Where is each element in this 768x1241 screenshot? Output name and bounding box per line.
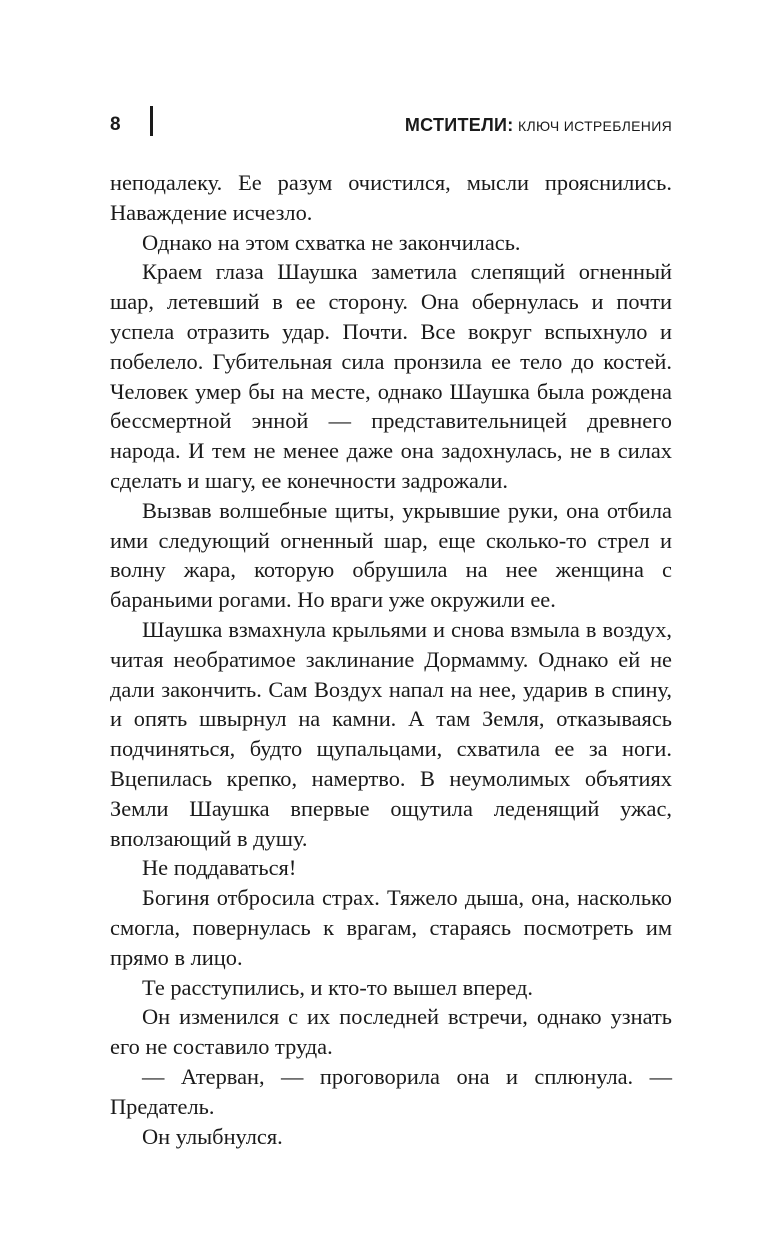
running-header <box>110 106 672 142</box>
paragraph: Он улыбнулся. <box>142 1123 283 1149</box>
page-number: 8 <box>110 114 122 135</box>
paragraph: Богиня отбросила страх. Тяжело дыша, она, насколько смогла, повернулась к врагам, стараясь посмотреть им прямо в лицо. <box>110 885 672 970</box>
paragraph: Не поддаваться! <box>142 855 297 881</box>
title-separator: : <box>507 115 514 135</box>
paragraph-continuation: неподалеку. Ее разум очистился, мысли прояснились. Наваждение исчезло. <box>110 170 672 225</box>
book-subtitle: КЛЮЧ ИСТРЕБЛЕНИЯ <box>518 118 672 134</box>
series-title: МСТИТЕЛИ <box>404 115 508 135</box>
paragraph: Вызвав волшебные щиты, укрывшие руки, она отбила ими следующий огненный шар, еще сколько-то стрел и волну жара, которую обрушила на нее женщина с бараньими рогами. Но враги уже окружили ее. <box>110 497 672 613</box>
paragraph: Он изменился с их последней встречи, однако узнать его не составило труда. <box>110 1004 672 1060</box>
paragraph: Шаушка взмахнула крыльями и снова взмыла в воздух, читая необратимое заклинание Дормамму. Однако ей не дали закончить. Сам Воздух напал на нее, ударив в спину, и опять швырнул на камни. А там Земля, отказываясь подчиняться, будто щупальцами, схватила ее за ноги. Вцепилась крепко, намертво. В неумолимых объятиях Земли Шаушка впервые ощутила леденящий ужас, вползающий в душу. <box>110 616 672 851</box>
header-divider <box>150 106 153 136</box>
paragraph: Однако на этом схватка не закончилась. <box>142 229 521 255</box>
paragraph: Те расступились, и кто-то вышел вперед. <box>142 974 533 1000</box>
running-head <box>405 115 672 136</box>
body-text <box>110 168 672 1151</box>
paragraph: Краем глаза Шаушка заметила слепящий огненный шар, летевший в ее сторону. Она обернулась и почти успела отразить удар. Почти. Все вокруг вспыхнуло и побелело. Губительная сила пронзила ее тело до костей. Человек умер бы на месте, однако Шаушка была рождена бессмертной энной — представительницей древнего народа. И тем не менее даже она задохнулась, не в силах сделать и шагу, ее конечности задрожали. <box>110 259 672 493</box>
paragraph: — Атерван, — проговорила она и сплюнула. — Предатель. <box>110 1063 672 1119</box>
